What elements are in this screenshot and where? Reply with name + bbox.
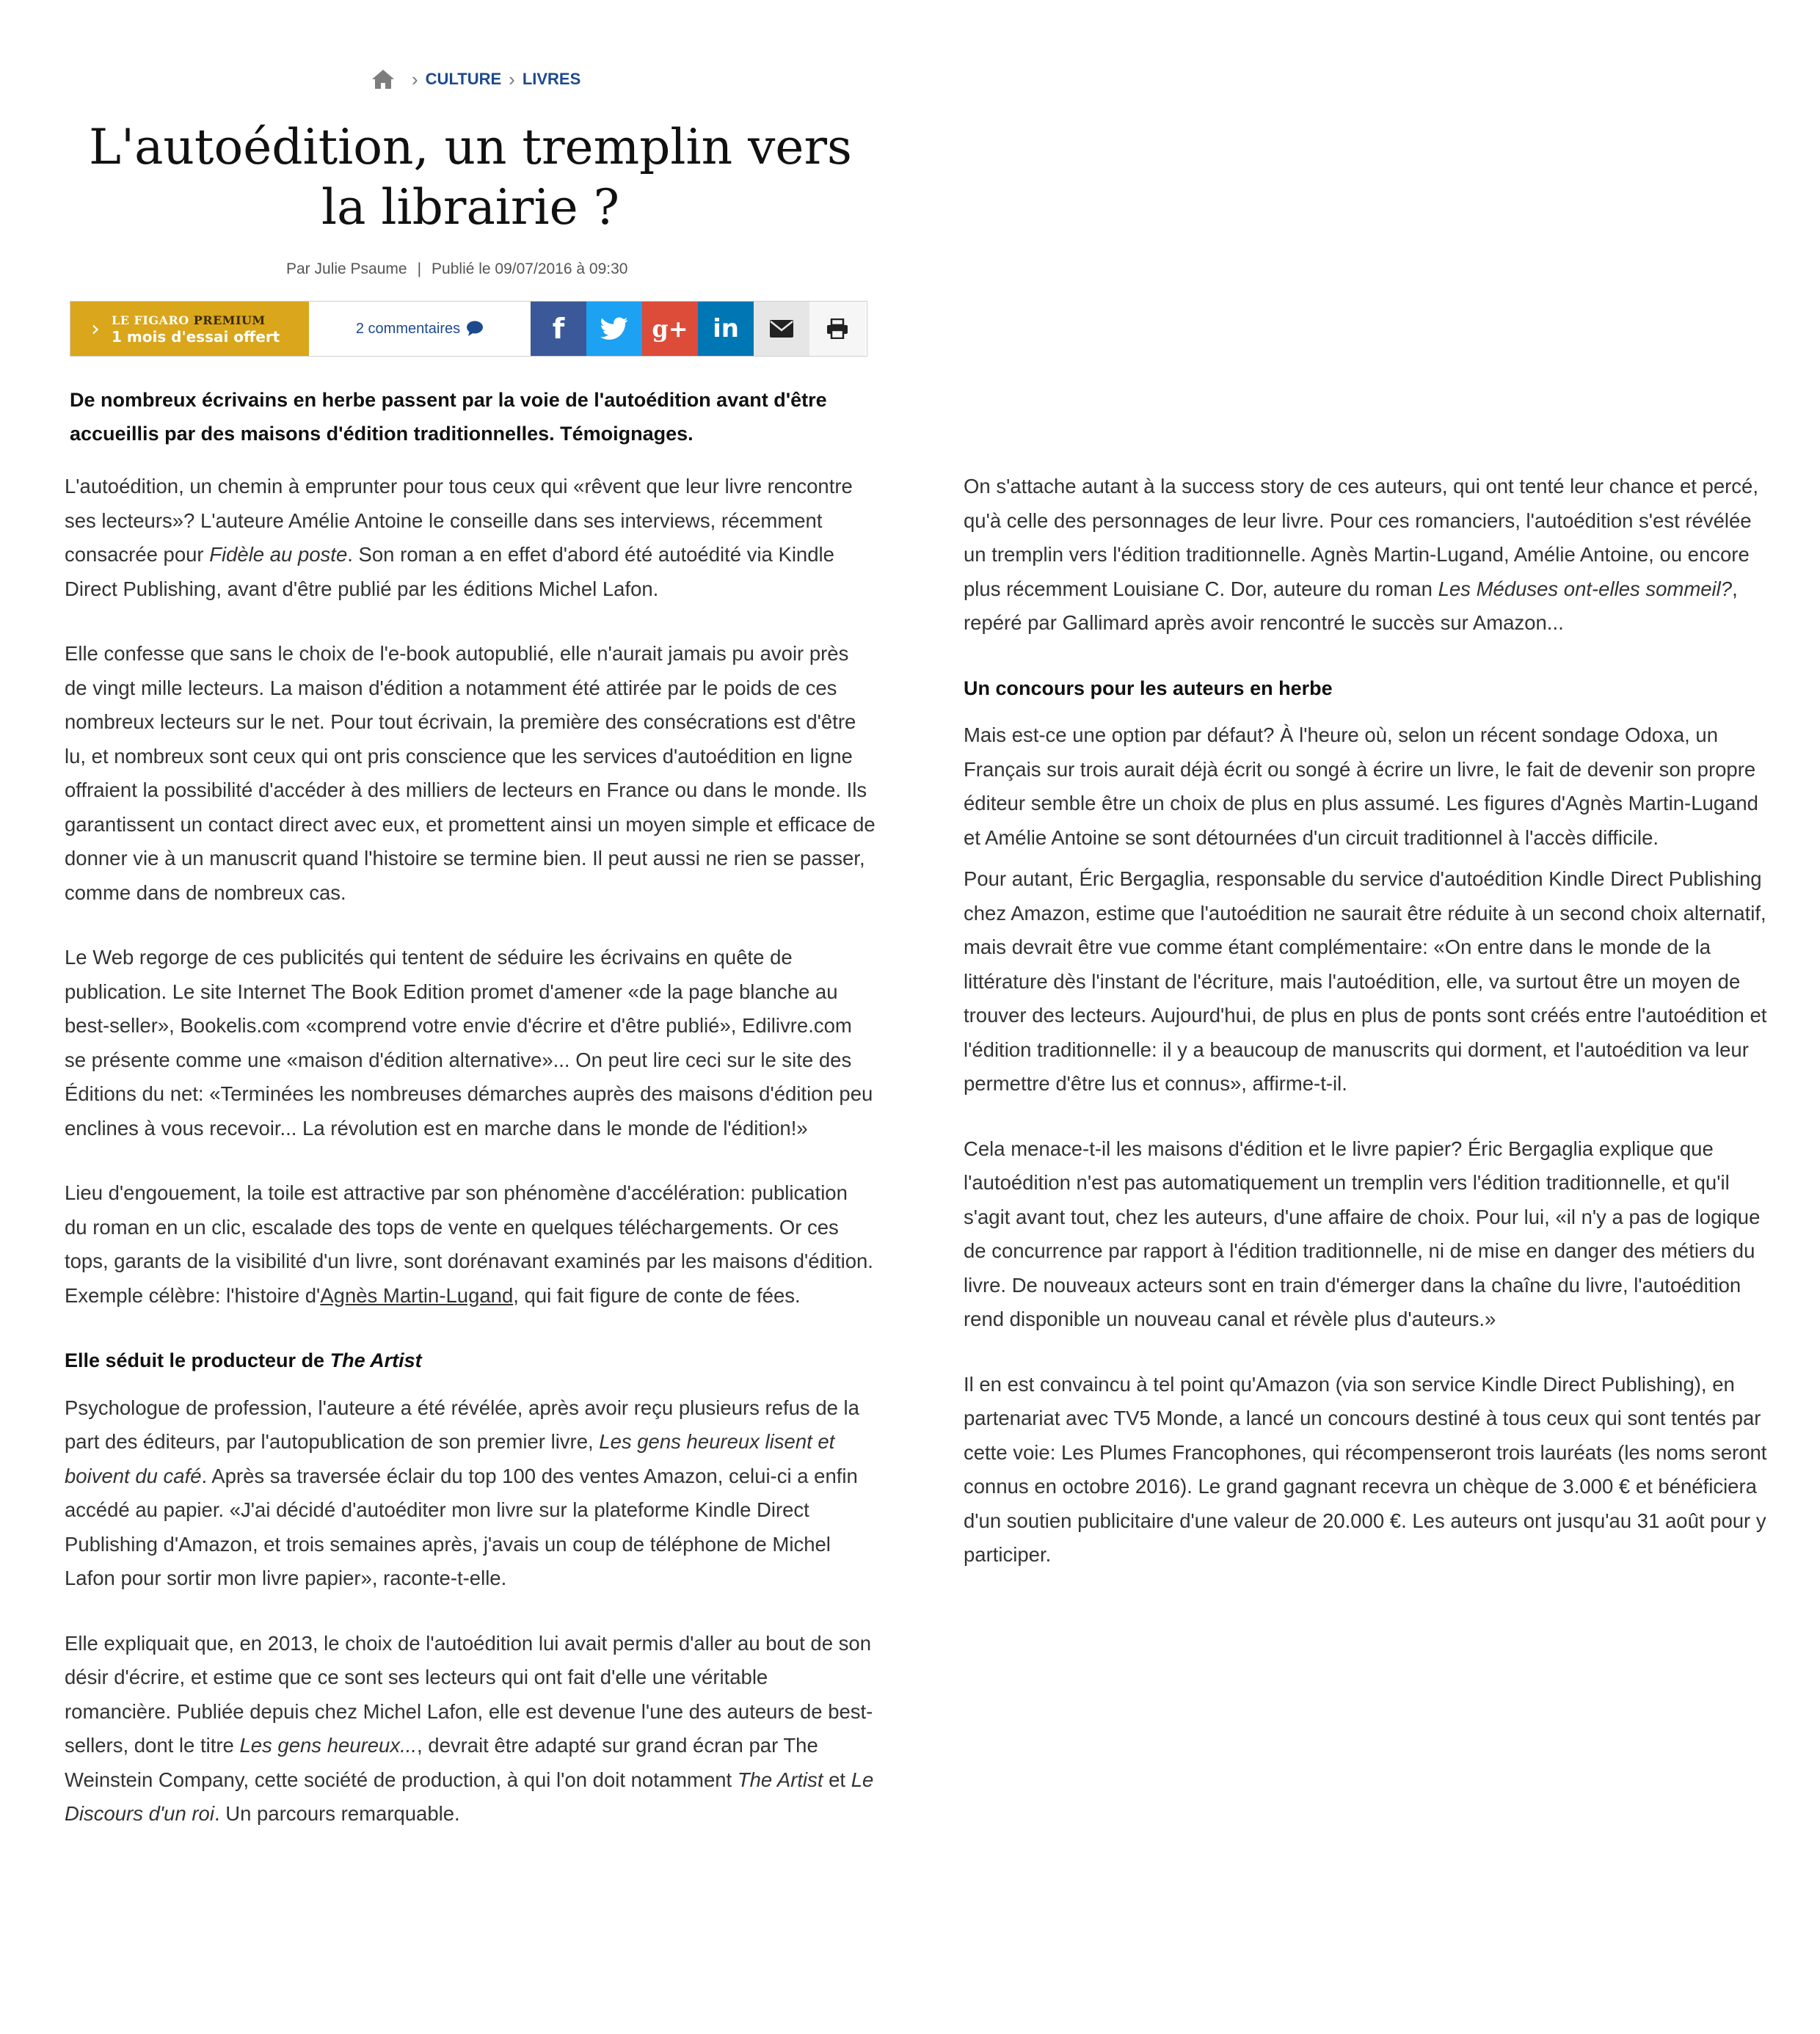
premium-brand: LE FIGARO — [112, 313, 189, 327]
chevron-right-icon: › — [91, 316, 100, 342]
article-title: L'autoédition, un tremplin vers la librairie ? — [89, 119, 852, 236]
paragraph: Il en est convaincu à tel point qu'Amazon (via son service Kindle Direct Publishing), en partenariat avec TV5 Monde, a lancé un concours destiné à tous ceux qui sont tentés par cette voie: Les Plumes Francophones, qui récompenseront trois lauréats (les noms seront connus en octobre 2016). Le grand gagnant recevra un chèque de 3.000 € et bénéficiera d'un soutien publicitaire d'une valeur de 20.000 €. Les auteurs ont jusqu'au 31 août pour y participer. — [964, 1372, 1767, 1566]
article-column-left — [65, 470, 876, 1862]
chevron-right-icon: › — [412, 68, 418, 90]
comments-count: 2 commentaires — [355, 320, 461, 337]
author-name[interactable]: Par Julie Psaume — [286, 260, 407, 277]
speech-bubble-icon — [466, 321, 484, 337]
byline-separator: | — [417, 260, 422, 277]
chevron-right-icon: › — [509, 68, 515, 90]
paragraph: Elle expliquait que, en 2013, le choix de l'autoédition lui avait permis d'aller au bout de son désir d'écrire, et estime que ce sont ses lecteurs qui ont fait d'elle une véritable romancière. Publiée depuis chez Michel Lafon, elle est devenue l'une des auteurs de best-sellers, dont le titre Les gens heureux..., devrait être adapté sur grand écran par The Weinstein Company, cette société de production, à qui l'on doit notamment The Artist et Le Discours d'un roi. Un parcours remarquable. — [65, 1631, 874, 1825]
printer-icon — [826, 318, 848, 339]
paragraph: On s'attache autant à la success story de ces auteurs, qui ont tenté leur chance et percé, qu'à celle des personnages de leur livre. Pour ces romanciers, l'autoédition s'est révélée un tremplin vers l'édition traditionnelle. Agnès Martin-Lugand, Amélie Antoine, ou encore plus récemment Louisiane C. Dor, auteure du roman Les Méduses ont-elles sommeil?, repéré par Gallimard après avoir rencontré le succès sur Amazon... — [964, 475, 1758, 634]
linkedin-share-button[interactable] — [698, 302, 754, 356]
share-bar — [70, 301, 867, 357]
comments-link[interactable] — [309, 302, 531, 356]
twitter-share-button[interactable] — [586, 302, 642, 356]
article-lead: De nombreux écrivains en herbe passent par la voie de l'autoédition avant d'être accueillis par des maisons d'édition traditionnelles. Témoignages. — [70, 389, 827, 445]
byline — [286, 260, 627, 278]
paragraph: Cela menace-t-il les maisons d'édition et le livre papier? Éric Bergaglia explique que l'autoédition n'est pas automatiquement un tremplin vers l'édition traditionnelle, et qu'il s'agit avant tout, chez les auteurs, d'une affaire de choix. Pour lui, «il n'y a pas de logique de concurrence par rapport à l'édition traditionnelle, ni de mise en danger des métiers du livre. De nouveaux acteurs sont en train d'émerger dans la chaîne du livre, l'autoédition rend disponible un nouveau canal et révèle plus d'auteurs.» — [964, 1137, 1761, 1330]
section-heading: Un concours pour les auteurs en herbe — [964, 677, 1333, 699]
googleplus-share-button[interactable] — [642, 302, 698, 356]
premium-offer-text: 1 mois d'essai offert — [112, 328, 280, 346]
paragraph: Mais est-ce une option par défaut? À l'heure où, selon un récent sondage Odoxa, un Français sur trois aurait déjà écrit ou songé à écrire un livre, le fait de devenir son propre éditeur semble être un choix de plus en plus assumé. Les figures d'Agnès Martin-Lugand et Amélie Antoine se sont détournées d'un circuit traditionnel à l'accès difficile. — [964, 723, 1758, 849]
facebook-icon: f — [552, 313, 565, 345]
print-button[interactable] — [809, 302, 865, 356]
author-link[interactable]: Agnès Martin-Lugand — [320, 1283, 514, 1307]
paragraph: Psychologue de profession, l'auteure a été révélée, après avoir reçu plusieurs refus de la part des éditeurs, par l'autopublication de son premier livre, Les gens heureux lisent et boivent du café. Après sa traversée éclair du top 100 des ventes Amazon, celui-ci a enfin accédé au papier. «J'ai décidé d'autoéditer mon livre sur la plateforme Kindle Direct Publishing d'Amazon, et trois semaines après, j'avais un coup de téléphone de Michel Lafon pour sortir mon livre papier», raconte-t-elle. — [65, 1396, 859, 1589]
article-column-right — [964, 470, 1767, 1603]
breadcrumb — [371, 66, 580, 92]
home-icon[interactable] — [371, 68, 396, 90]
paragraph: Le Web regorge de ces publicités qui tentent de séduire les écrivains en quête de publication. Le site Internet The Book Edition promet d'amener «de la page blanche au best-seller», Bookelis.com «comprend votre envie d'écrire et d'être publié», Edilivre.com se présente comme une «maison d'édition alternative»... On peut lire ceci sur le site des Éditions du net: «Terminées les nombreuses démarches auprès des maisons d'édition peu enclines à vous recevoir... La révolution est en marche dans le monde de l'édition!» — [65, 946, 873, 1140]
linkedin-icon: in — [713, 314, 739, 343]
paragraph: Lieu d'engouement, la toile est attractive par son phénomène d'accélération: publication du roman en un clic, escalade des tops de vente en quelques téléchargements. Or ces tops, garants de la visibilité d'un livre, sont dorénavant examinés par les maisons d'édition. Exemple célèbre: l'histoire d'Agnès Martin-Lugand, qui fait figure de conte de fées. — [65, 1181, 873, 1307]
paragraph: L'autoédition, un chemin à emprunter pour tous ceux qui «rêvent que leur livre rencontre ses lecteurs»? L'auteure Amélie Antoine le conseille dans ses interviews, récemment consacrée pour Fidèle au poste. Son roman a en effet d'abord été autoédité via Kindle Direct Publishing, avant d'être publié par les éditions Michel Lafon. — [65, 475, 853, 600]
breadcrumb-livres-link[interactable]: LIVRES — [522, 70, 581, 88]
paragraph: Pour autant, Éric Bergaglia, responsable du service d'autoédition Kindle Direct Publishing chez Amazon, estime que l'autoédition ne saurait être réduite à un second choix alternatif, mais devrait être vue comme étant complémentaire: «On entre dans le monde de la littérature dès l'instant de l'écriture, mais l'autoédition, elle, va surtout être un moyen de trouver des lecteurs. Aujourd'hui, de plus en plus de ponts sont créés entre l'autoédition et l'édition traditionnelle: il y a beaucoup de manuscrits qui dorment, et l'autoédition va leur permettre d'être lus et connus», affirme-t-il. — [964, 867, 1767, 1095]
facebook-share-button[interactable] — [531, 302, 586, 356]
paragraph: Elle confesse que sans le choix de l'e-book autopublié, elle n'aurait jamais pu avoir près de vingt mille lecteurs. La maison d'édition a notamment été attirée par le poids de ces nombreux lecteurs sur le net. Pour tout écrivain, la première des consécrations est d'être lu, et nombreux sont ceux qui ont pris conscience que les services d'autoédition en ligne offraient la possibilité d'accéder à des milliers de lecteurs en France ou dans le monde. Ils garantissent un contact direct avec eux, et promettent ainsi un moyen simple et efficace de donner vie à un manuscrit quand l'histoire se termine bien. Il peut aussi ne rien se passer, comme dans de nombreux cas. — [65, 642, 876, 904]
email-share-button[interactable] — [754, 302, 809, 356]
breadcrumb-culture-link[interactable]: CULTURE — [425, 70, 502, 88]
twitter-icon — [600, 317, 628, 340]
publish-date: Publié le 09/07/2016 à 09:30 — [432, 260, 628, 277]
googleplus-icon: g+ — [652, 315, 688, 343]
envelope-icon — [769, 319, 794, 338]
premium-tag: PREMIUM — [193, 313, 266, 327]
premium-offer-button[interactable] — [70, 302, 309, 356]
section-heading: Elle séduit le producteur de The Artist — [65, 1349, 422, 1371]
